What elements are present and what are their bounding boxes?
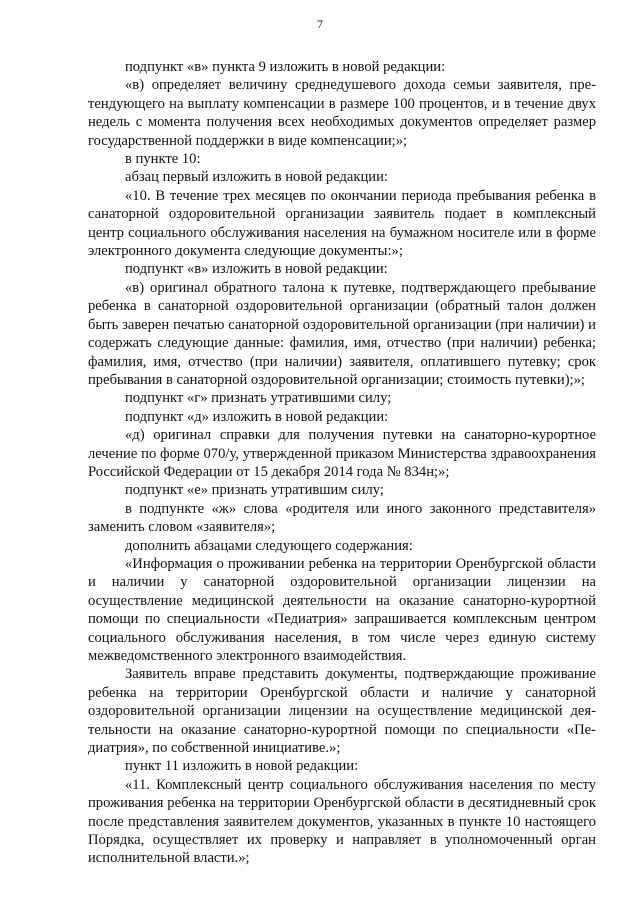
paragraph: Заявитель вправе представить документы, подтверждающие проживание ребенка на территории Оренбургской области и наличие у санаторной оздоровительной организации лицензии на осуществление медицинской деятельности на оказание санаторно-курортной помощи по специальности «Педиатрия», по собственной инициативе.»; (88, 666, 596, 757)
paragraph: подпункт «д» изложить в новой редакции: (125, 408, 389, 425)
paragraph: подпункт «в» пункта 9 изложить в новой редакции: (125, 59, 446, 75)
paragraph: «в) определяет величину среднедушевого дохода семьи заявителя, претендующего на выплату компенсации в размере 100 процентов, и в течение двух недель с момента получения всех необходимых документов определяет размер государственной поддержки в виде компенсации;»; (88, 77, 596, 149)
paragraph: «д) оригинал справки для получения путевки на санаторно-курортное лечение по форме 070/у, утвержденной приказом Министерства здравоохранения Российской Федерации от 15 декабря 2014 года № 834н;»; (88, 427, 596, 480)
paragraph: подпункт «г» признать утратившими силу; (125, 390, 392, 407)
paragraph: в подпункте «ж» слова «родителя или иного законного представителя» заменить словом «заявителя»; (88, 500, 596, 536)
paragraph: дополнить абзацами следующего содержания: (125, 537, 413, 554)
document-body (88, 58, 596, 868)
paragraph: «11. Комплексный центр социального обслуживания населения по месту проживания ребенка на территории Оренбургской области в десятидневный срок после представления заявителем документов, указанных в пункте 10 настоящего Порядка, осуществляет их проверку и направляет в уполномоченный орган исполнительной власти.»; (88, 776, 596, 867)
paragraph: подпункт «е» признать утратившим силу; (125, 482, 384, 499)
page-number: 7 (317, 17, 323, 31)
paragraph: в пункте 10: (125, 151, 201, 168)
paragraph: «10. В течение трех месяцев по окончании периода пребывания ребенка в санаторной оздоровительной организации заявитель подает в комплексный центр социального обслуживания населения на бумажном носителе или в форме электронного документа следующие документы:»; (88, 187, 596, 260)
paragraph: «Информация о проживании ребенка на территории Оренбургской области и наличии у санаторной оздоровительной организации лицензии на осуществление медицинской деятельности на оказание санаторно-курортной помощи по специальности «Педиатрия» запрашивается комплексным центром социального обслуживания населения, в том числе через единую систему межведомственного электронного взаимодействия. (88, 555, 596, 664)
paragraph: абзац первый изложить в новой редакции: (125, 169, 388, 186)
paragraph: пункт 11 изложить в новой редакции: (125, 758, 359, 775)
paragraph: «в) оригинал обратного талона к путевке, подтверждающего пребывание ребенка в санаторной оздоровительной организации (обратный талон должен быть заверен печатью санаторной оздоровительной организации (при наличии) и содержать следующие данные: фамилия, имя, отчество (при наличии) ребенка; фамилия, имя, отчество (при наличии) заявителя, оплатившего путевку; срок пребывания в санаторной оздоровительной организации; стоимость путевки);»; (88, 279, 596, 388)
paragraph: подпункт «в» изложить в новой редакции: (125, 261, 388, 278)
